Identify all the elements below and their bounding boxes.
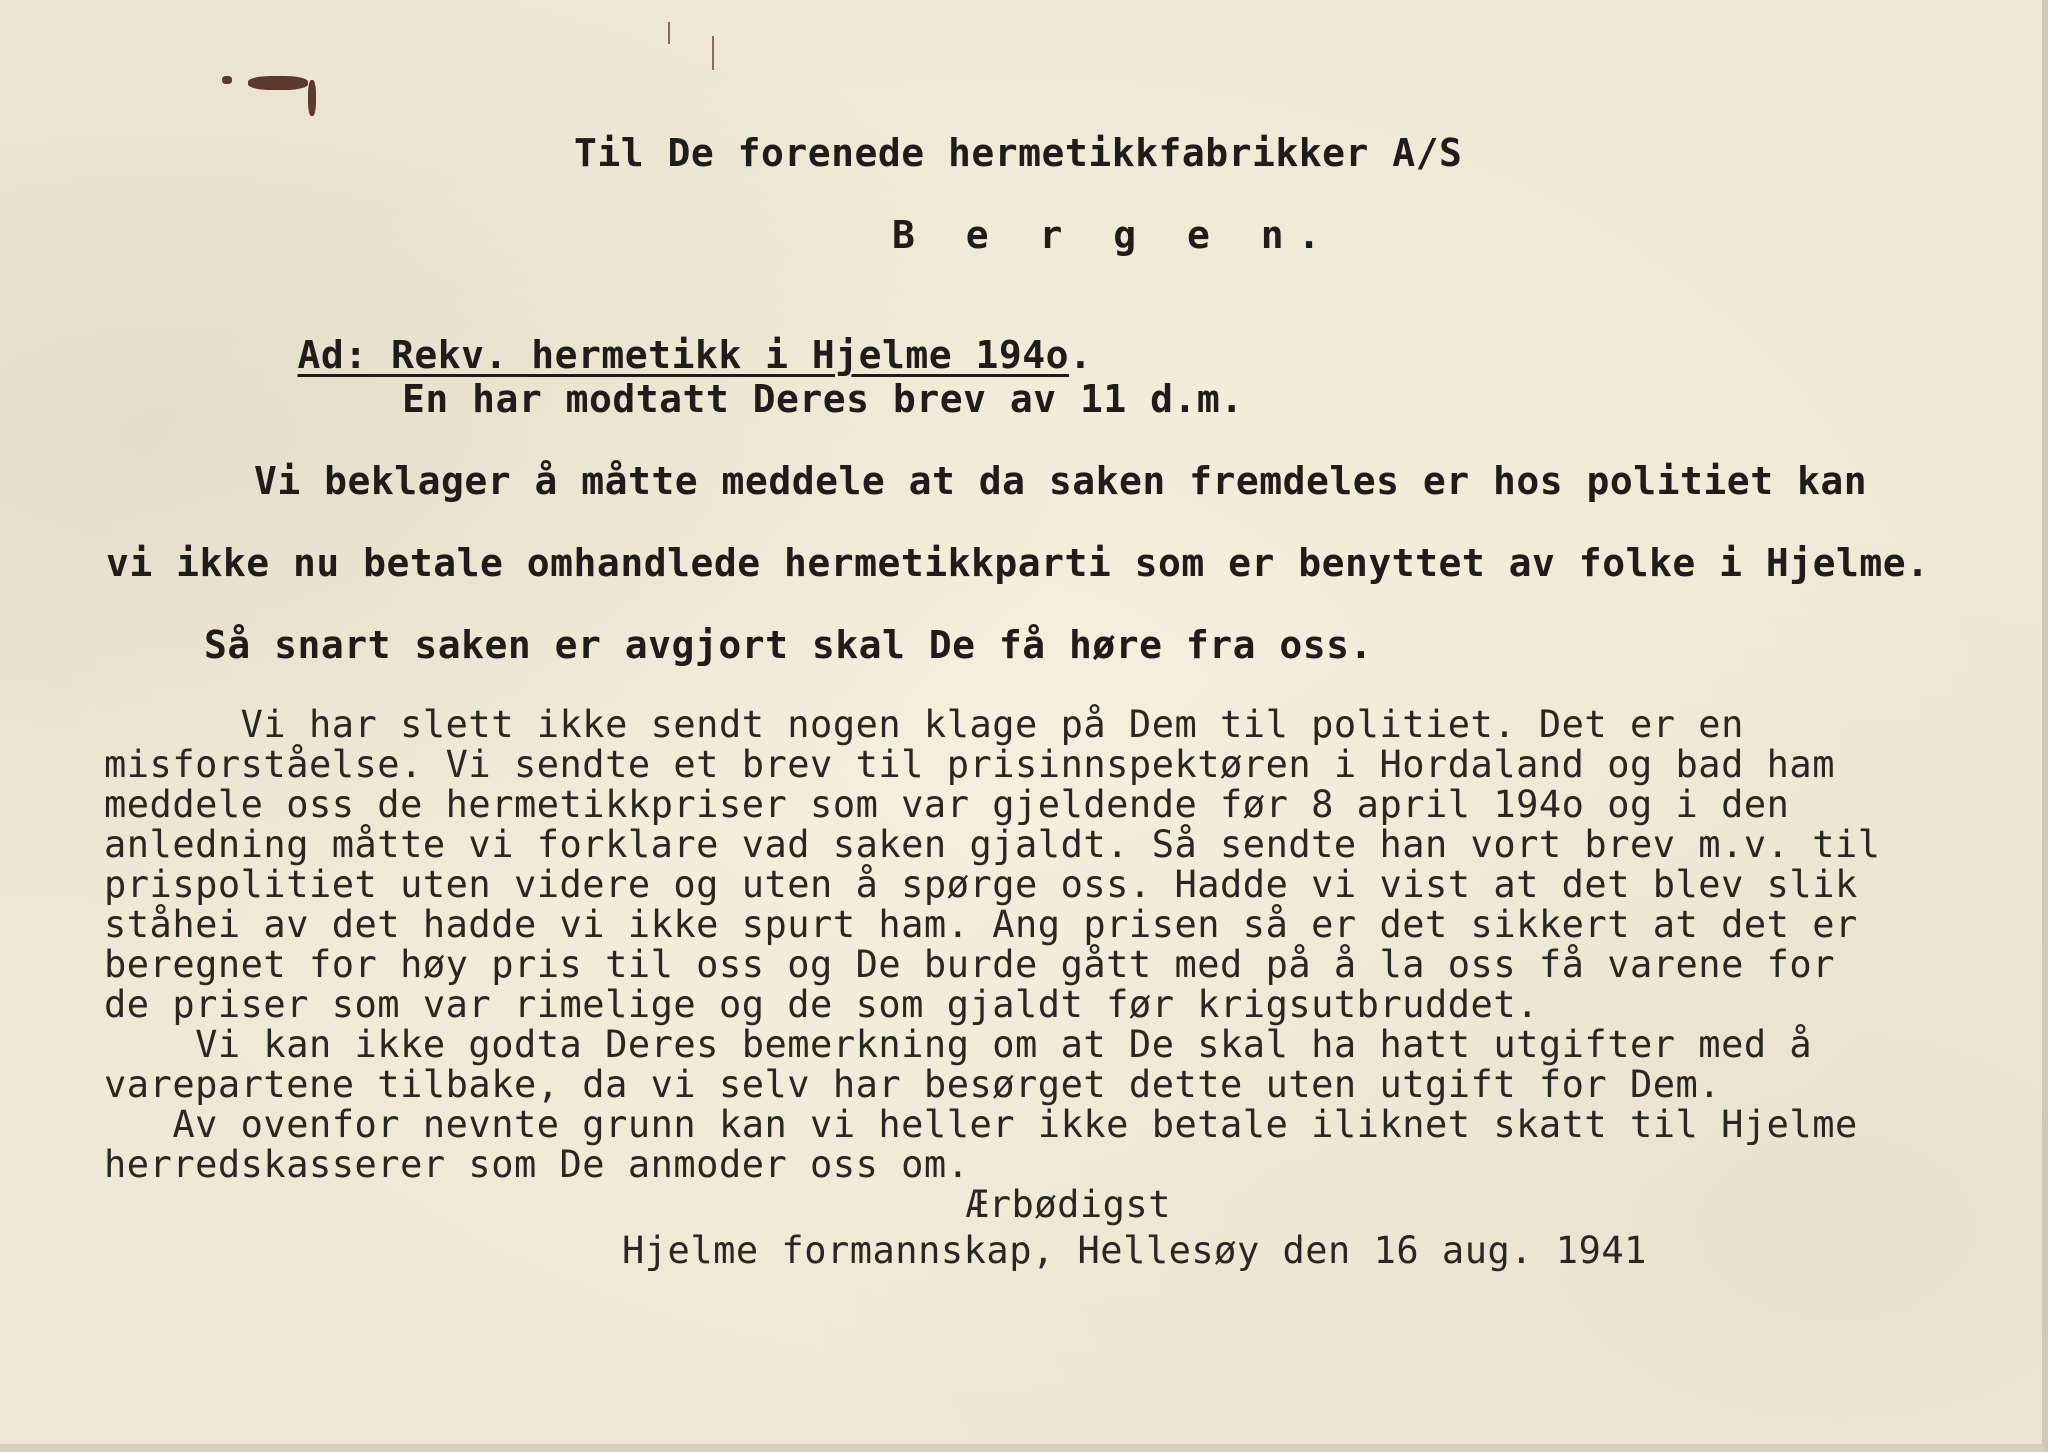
body-line-7: beregnet for høy pris til oss og De burde gått med på å la oss få varene for <box>104 943 1835 986</box>
body-line-4: anledning måtte vi forklare vad saken gjaldt. Så sendte han vort brev m.v. til <box>104 823 1881 866</box>
body-line-1: Vi har slett ikke sendt nogen klage på Dem til politiet. Det er en <box>104 703 1744 746</box>
recipient-name: Til De forenede hermetikkfabrikker A/S <box>574 131 1463 175</box>
body-line-5: prispolitiet uten videre og uten å spørge oss. Hadde vi vist at det blev slik <box>104 863 1858 906</box>
paragraph-soon: Så snart saken er avgjort skal De få høre fra oss. <box>204 623 1373 667</box>
paragraph-regret-cont: vi ikke nu betale omhandlede hermetikkparti som er benyttet av folke i Hjelme. <box>106 541 1930 585</box>
body-line-11: Av ovenfor nevnte grunn kan vi heller ikke betale iliknet skatt til Hjelme <box>104 1103 1858 1146</box>
paper-mark <box>712 36 714 70</box>
body-line-12: herredskasserer som De anmoder oss om. <box>104 1143 970 1186</box>
ink-blot-drip <box>308 80 316 116</box>
body-line-3: meddele oss de hermetikkpriser som var gjeldende før 8 april 194o og i den <box>104 783 1790 826</box>
body-line-2: misforståelse. Vi sendte et brev til prisinnspektøren i Hordaland og bad ham <box>104 743 1835 786</box>
body-line-6: ståhei av det hadde vi ikke spurt ham. Ang prisen så er det sikkert at det er <box>104 903 1858 946</box>
ink-speck <box>222 76 232 84</box>
recipient-city: B e r g e n. <box>892 213 1335 257</box>
paper-mark <box>668 22 670 44</box>
signature: Hjelme formannskap, Hellesøy den 16 aug. 1941 <box>622 1229 1647 1272</box>
ink-blot <box>248 76 308 90</box>
body-line-8: de priser som var rimelige og de som gjaldt før krigsutbruddet. <box>104 983 1539 1026</box>
subject-text: Ad: Rekv. hermetikk i Hjelme 194o <box>297 333 1069 377</box>
closing: Ærbødigst <box>966 1183 1171 1226</box>
paragraph-regret: Vi beklager å måtte meddele at da saken fremdeles er hos politiet kan <box>254 459 1868 503</box>
body-line-10: varepartene tilbake, da vi selv har besørget dette uten utgift for Dem. <box>104 1063 1722 1106</box>
subject-period: . <box>1069 333 1093 377</box>
body-line-9: Vi kan ikke godta Deres bemerkning om at De skal ha hatt utgifter med å <box>104 1023 1813 1066</box>
paragraph-received: En har modtatt Deres brev av 11 d.m. <box>402 377 1244 421</box>
